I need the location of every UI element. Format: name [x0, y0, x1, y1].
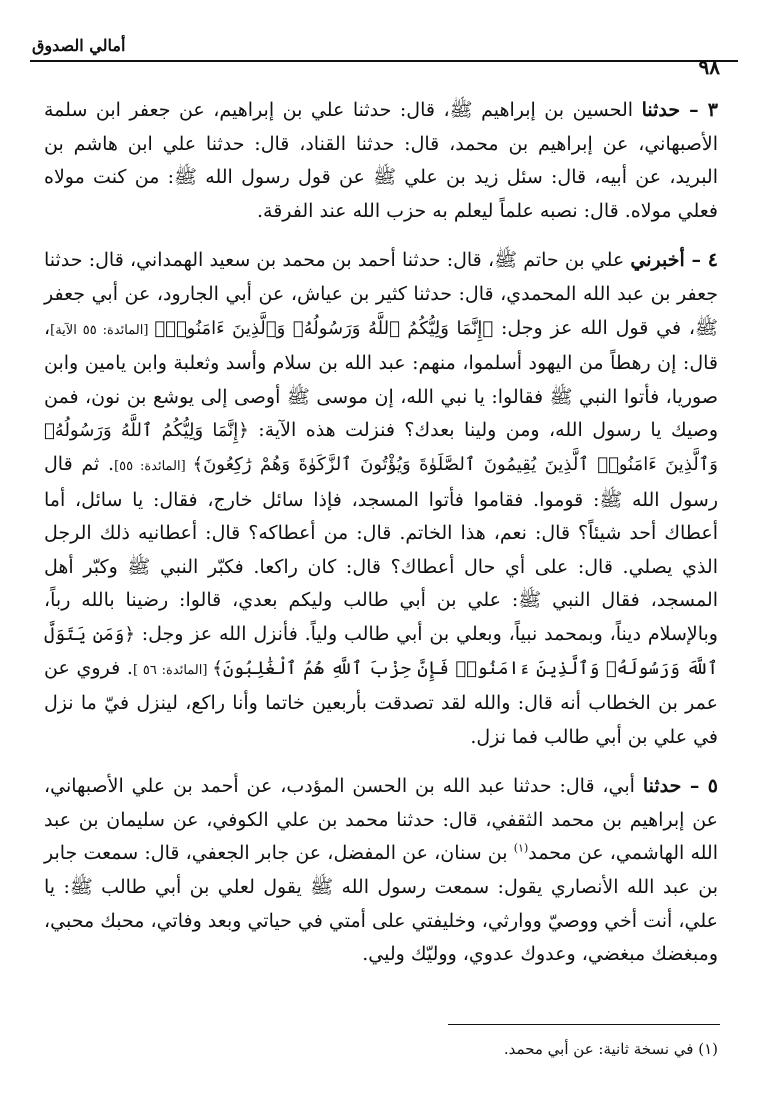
footnote: (١) في نسخة ثانية: عن أبي محمد. — [503, 1040, 718, 1058]
paragraph-number: ٣ — [707, 99, 718, 121]
paragraph-lead-word: أخبرني — [630, 249, 685, 272]
verse-reference: [المائدة: ٥٥] — [114, 458, 193, 474]
text-segment: . ثم قال رسول الله ﷺ: قوموا. فقاموا فأتوا المسجد، فإذا سائل خارج، فقال: يا سائل، أما أعطاك أحد شيئاً؟ قال: نعم، هذا الخاتم. قال: من أعطاكه؟ قال: أعطانيه ذلك الرجل الذي يصلي. قال: على أي حال أعطاك؟ قال: كان راكعا. فكبّر النبي ﷺ وكبّر أهل المسجد، فقال النبي ﷺ: علي بن أبي طالب وليكم بعدي، قالوا: رضينا بالله رباً، وبالإسلام ديناً، وبمحمد نبياً، وبعلي بن أبي طالب ولياً. فأنزل الله عز وجل: — [44, 452, 718, 645]
footnote-marker: (١) — [513, 842, 529, 856]
hadith-paragraph-3 — [44, 94, 718, 228]
page-number: ٩٨ — [698, 55, 720, 79]
footnote-divider — [448, 1024, 720, 1025]
text-segment: بن سنان، عن المفضل، عن جابر الجعفي، قال: سمعت جابر بن عبد الله الأنصاري يقول: سمعت رسول الله ﷺ يقول لعلي بن أبي طالب ﷺ: يا علي، أنت أخي ووصيّ ووارثي، وخليفتي على أمتي في حياتي وبعد وفاتي، محبك محبي، ومبغضك مبغضي، وعدوك عدوي، ووليّك وليي. — [44, 842, 718, 966]
paragraph-text — [44, 249, 718, 747]
hadith-paragraph-5 — [44, 770, 718, 972]
verse-reference: [المائدة: ٥٥ الآية] — [50, 322, 155, 338]
paragraph-lead-word: حدثنا — [641, 99, 681, 121]
paragraph-dash: – — [680, 99, 708, 121]
running-header — [30, 34, 738, 62]
text-segment: أبي، قال: حدثنا عبد الله بن الحسن المؤدب، عن أحمد بن علي الأصبهاني، عن إبراهيم بن محمد الثقفي، قال: حدثنا محمد بن علي الكوفي، عن سليمان بن عبد الله الهاشمي، عن محمد — [44, 775, 718, 865]
quran-verse: ﴿إِنَّمَا وَلِيُّكُمُ ٱللَّهُ وَرَسُولُهُۥ وَٱلَّذِينَ ءَامَنُوا۟ ٱلَّذِينَ يُقِيمُونَ ٱلصَّلَوٰةَ وَيُؤْتُونَ ٱلزَّكَوٰةَ وَهُمْ رَٰكِعُونَ﴾ — [44, 420, 718, 475]
text-segment: ، قال: إن رهطاً من اليهود أسلموا، منهم: عبد الله بن سلام وأسد وثعلبة وابن يامين وابن صوريا، فأتوا النبي ﷺ فقالوا: يا نبي الله، إن موسى ﷺ أوصى إلى يوشع بن نون، فمن وصيك يا رسول الله، ومن ولينا بعدك؟ فنزلت هذه الآية: — [44, 316, 719, 442]
paragraph-dash: – — [681, 775, 708, 798]
book-title: أمالي الصدوق — [32, 36, 126, 55]
paragraph-number: ٤ — [707, 249, 718, 272]
paragraph-number: ٥ — [707, 775, 718, 798]
text-segment: الحسين بن إبراهيم ﷺ، قال: حدثنا علي بن إبراهيم، عن جعفر ابن سلمة الأصبهاني، عن إبراهيم بن محمد، قال: حدثنا القناد، قال: حدثنا علي ابن هاشم بن البريد، عن أبيه، قال: سئل زيد بن علي ﷺ عن قول رسول الله ﷺ: من كنت مولاه فعلي مولاه. قال: نصبه علماً ليعلم به حزب الله عند الفرقة. — [44, 99, 718, 222]
text-segment: علي بن حاتم ﷺ، قال: حدثنا أحمد بن محمد بن سعيد الهمداني، قال: حدثنا جعفر بن عبد الله المحمدي، قال: حدثنا كثير بن عياش، عن أبي الجارود، عن أبي جعفر ﷺ، في قول الله عز وجل: — [44, 249, 718, 339]
paragraph-lead-word: حدثنا — [642, 775, 682, 798]
verse-reference: [المائدة: ٥٦ ] — [132, 662, 213, 678]
page-body — [44, 94, 718, 988]
paragraph-text — [44, 775, 718, 965]
paragraph-text — [44, 99, 718, 222]
text-segment: . فروي عن عمر بن الخطاب أنه قال: والله لقد تصدقت بأربعين خاتما وأنا راكع، لينزل فيّ ما نزل في علي بن أبي طالب فما نزل. — [44, 656, 718, 748]
quran-verse: ﴿إِنَّمَا وَلِيُّكُمُ ٱللَّهُ وَرَسُولُهُۥ وَٱلَّذِينَ ءَامَنُوا۟﴾ — [154, 317, 494, 339]
paragraph-dash: – — [684, 249, 708, 272]
quran-verse: ﴿وَمَن يَتَوَلَّ ٱللَّهَ وَرَسُولَهُۥ وَٱلَّذِينَ ءَامَنُوا۟ فَإِنَّ حِزْبَ ٱللَّهِ هُمُ ٱلْغَٰلِبُونَ﴾ — [44, 623, 718, 679]
hadith-paragraph-4 — [44, 244, 718, 754]
